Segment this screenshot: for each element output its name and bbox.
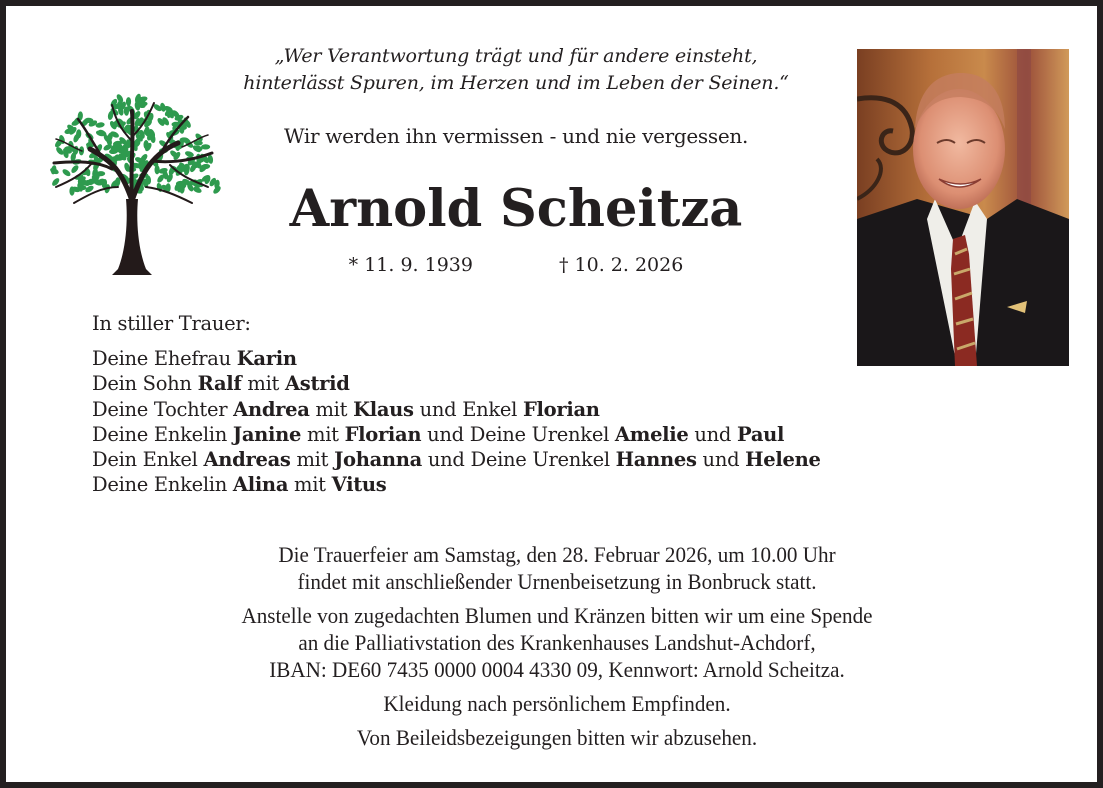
family-line <box>92 472 992 497</box>
relative-name: Klaus <box>353 397 414 421</box>
relation-text: und <box>696 448 746 472</box>
relative-name: Andrea <box>233 397 310 421</box>
relative-name: Helene <box>745 448 821 472</box>
relative-name: Alina <box>232 473 289 497</box>
tree-icon <box>42 91 222 281</box>
relation-text: und Enkel <box>413 397 524 421</box>
relation-text: Dein Enkel <box>92 448 204 472</box>
service-location: findet mit anschließender Urnenbeisetzung in Bonbruck statt. <box>297 569 817 594</box>
relation-text: mit <box>309 397 354 421</box>
relative-name: Janine <box>232 422 302 446</box>
relative-name: Florian <box>523 397 600 421</box>
portrait-photo <box>857 49 1069 366</box>
death-date: † 10. 2. 2026 <box>559 254 684 276</box>
donation-recipient: an die Palliativstation des Krankenhauses Landshut-Achdorf, <box>298 630 816 655</box>
relation-text: mit <box>288 473 332 497</box>
relative-name: Ralf <box>197 372 242 396</box>
relative-name: Johanna <box>334 448 422 472</box>
life-dates <box>196 252 836 278</box>
family-list <box>92 346 992 498</box>
clothing-note: Kleidung nach persönlichem Empfinden. <box>383 691 731 716</box>
relative-name: Amelie <box>614 422 689 446</box>
donation-request: Anstelle von zugedachten Blumen und Kränzen bitten wir um eine Spende <box>241 603 873 628</box>
family-line <box>92 422 992 447</box>
relation-text: und <box>688 422 737 446</box>
relation-text: Deine Tochter <box>92 397 234 421</box>
relation-text: mit <box>290 448 335 472</box>
condolences-note: Von Beileidsbezeigungen bitten wir abzusehen. <box>356 725 758 750</box>
family-line <box>92 447 992 472</box>
relation-text: mit <box>241 372 285 396</box>
relative-name: Astrid <box>284 372 350 396</box>
deceased-name: Arnold Scheitza <box>289 179 743 239</box>
service-details <box>86 541 1029 751</box>
relation-text: Deine Enkelin <box>92 473 233 497</box>
remembrance-line: Wir werden ihn vermissen - und nie vergessen. <box>283 124 749 148</box>
quote-line-2: hinterlässt Spuren, im Herzen und im Leben der Seinen.“ <box>243 72 789 94</box>
relative-name: Andreas <box>203 448 291 472</box>
relation-text: Dein Sohn <box>92 372 198 396</box>
relation-text: und Deine Urenkel <box>421 422 615 446</box>
relative-name: Florian <box>344 422 422 446</box>
relation-text: Deine Ehefrau <box>92 347 237 370</box>
service-time: Die Trauerfeier am Samstag, den 28. Februar 2026, um 10.00 Uhr <box>278 542 836 567</box>
relative-name: Karin <box>236 347 297 370</box>
relative-name: Hannes <box>615 448 697 472</box>
family-line <box>92 371 992 396</box>
quote-line-1: „Wer Verantwortung trägt und für andere einsteht, <box>274 45 758 67</box>
memorial-quote <box>196 43 836 97</box>
mourning-intro: In stiller Trauer: <box>92 312 251 335</box>
relative-name: Paul <box>737 422 785 446</box>
family-line <box>92 397 992 422</box>
birth-date: * 11. 9. 1939 <box>348 254 473 276</box>
relation-text: mit <box>301 422 345 446</box>
relation-text: Deine Enkelin <box>92 422 233 446</box>
family-line <box>92 346 992 371</box>
relation-text: und Deine Urenkel <box>422 448 616 472</box>
relative-name: Vitus <box>331 473 387 497</box>
donation-iban: IBAN: DE60 7435 0000 0004 4330 09, Kennwort: Arnold Scheitza. <box>269 657 845 682</box>
